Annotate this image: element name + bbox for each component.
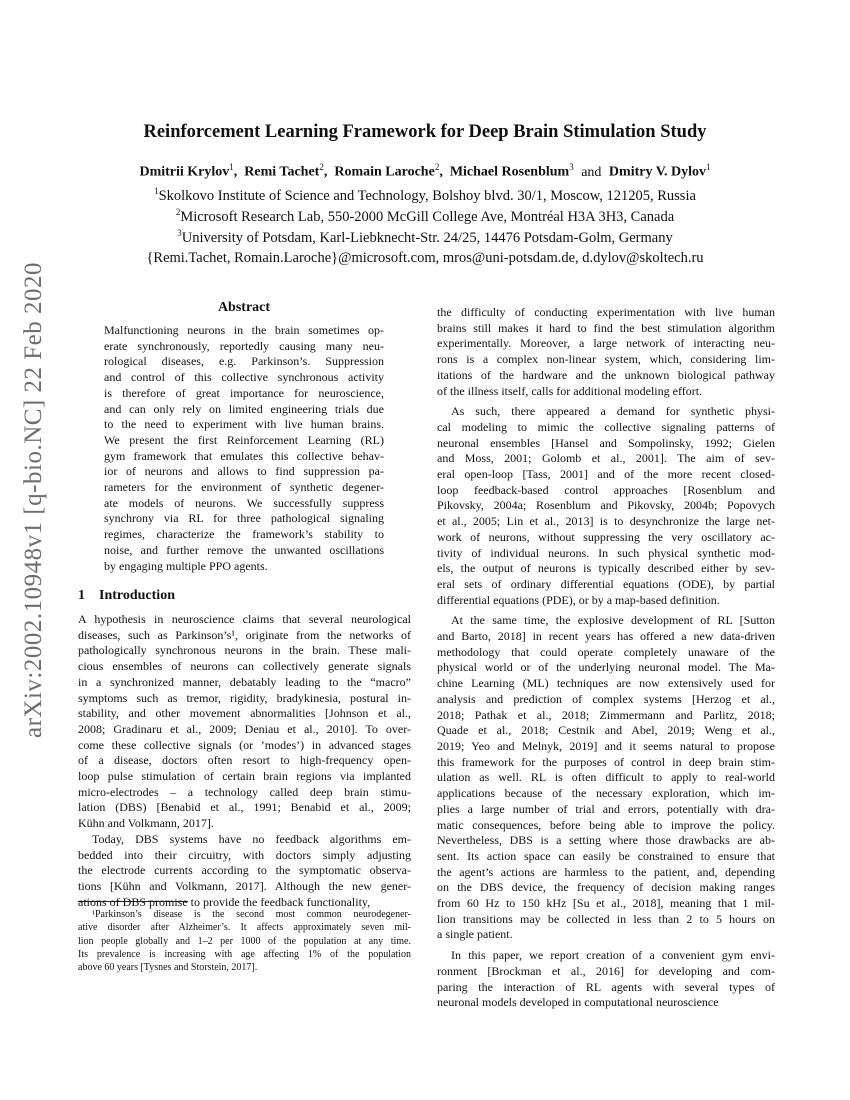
text-line: from 60 Hz to 150 kHz [Su et al., 2018], meaning that 1 mil- — [437, 896, 775, 911]
text-line: eral open-loop [Tass, 2001] and of the more recent closed- — [437, 467, 775, 482]
text-line: els, the output of neurons is typically described either by sev- — [437, 561, 775, 576]
text-line: diseases, such as Parkinson’s¹, originate from the networks of — [78, 627, 411, 642]
text-line: and Moss, 2001; Golomb et al., 2001]. The aim of sev- — [437, 451, 775, 466]
abstract-line: ior of neurons and allows to find suppression pa- — [104, 464, 384, 479]
paragraph — [437, 404, 775, 608]
footnote-divider — [78, 901, 188, 902]
text-line: A hypothesis in neuroscience claims that several neurological — [78, 612, 411, 626]
text-line: bedded into their circuitry, with doctors simply adjusting — [78, 847, 411, 862]
text-line: in a synchronized manner, debatably leading to the “macro” — [78, 674, 411, 689]
abstract-line: synchrony via RL for three pathological signaling — [104, 511, 384, 526]
text-line: of the illness itself, calls for additional modeling effort. — [437, 383, 703, 398]
right-column-body — [437, 305, 775, 1011]
introduction-body — [78, 612, 411, 910]
paragraph — [437, 613, 775, 943]
author-emails: {Remi.Tachet, Romain.Laroche}@microsoft.com, mros@uni-potsdam.de, d.dylov@skoltech.ru — [146, 250, 704, 266]
text-line: lation (DBS) [Benabid et al., 1991; Benabid et al., 2009; — [78, 800, 411, 815]
text-line: symptoms such as tremor, rigidity, bradykinesia, postural in- — [78, 690, 411, 705]
footnote-line: lion people globally and 1–2 per 1000 of the population at any time. — [78, 935, 411, 947]
arxiv-identifier-stamp — [12, 261, 56, 739]
paragraph — [437, 305, 775, 399]
paper-title: Reinforcement Learning Framework for Deep Brain Stimulation Study — [143, 122, 707, 142]
text-line: Quade et al., 2018; Cestnik and Abel, 2019; Weng et al., — [437, 723, 775, 738]
abstract-line: to the need to experiment with live human brains. — [104, 417, 384, 432]
text-line: the electrode currents according to the symptomatic observa- — [78, 863, 411, 878]
text-line: eral sets of ordinary differential equations (ODE), by partial — [437, 576, 775, 591]
abstract-line: ate models of neurons. We successfully suppress — [104, 495, 384, 510]
author-affiliation-mark: 2 — [434, 162, 440, 172]
text-line: and Barto, 2018] in recent years has offered a new data-driven — [437, 629, 775, 644]
affiliation-line — [0, 207, 850, 226]
text-line: experimentally. Moreover, a large network of interacting neu- — [437, 336, 775, 351]
abstract-line: noise, and further remove the unwanted oscillations — [104, 542, 384, 557]
affiliation-number: 2 — [175, 207, 181, 217]
text-line: paring the interaction of RL agents with several types of — [437, 979, 775, 994]
text-line: 2019; Yeo and Melnyk, 2019] and it seems natural to propose — [437, 738, 775, 753]
section-heading — [78, 588, 175, 604]
affiliation-text: Skolkovo Institute of Science and Technology, Bolshoy blvd. 30/1, Moscow, 121205, Russia — [158, 187, 696, 204]
text-line: a single patient. — [437, 927, 513, 942]
text-line: on the DBS device, the frequency of decision making ranges — [437, 880, 775, 895]
author-affiliation-mark: 3 — [569, 162, 574, 172]
footnote — [78, 908, 411, 974]
footnote-line: Its prevalence is increasing with age affecting 1% of the population — [78, 948, 411, 960]
text-line: Kühn and Volkmann, 2017]. — [78, 816, 214, 831]
text-line: itations of the hardware and the unknown biological pathway — [437, 367, 775, 382]
text-line: loop feedback-based control approaches [Rosenblum and — [437, 482, 775, 497]
text-line: ations of DBS promise to provide the feedback functionality, — [78, 894, 371, 909]
text-line: et al., 2005; Lin et al., 2013] is to desynchronize the large net- — [437, 514, 775, 529]
author-name: Dmitry V. Dylov — [608, 164, 707, 180]
text-line: this framework for the purposes of control in deep brain stim- — [437, 754, 775, 769]
section-number: 1 — [78, 588, 85, 603]
text-line: tions [Kühn and Volkmann, 2017]. Although the new gener- — [78, 878, 411, 893]
affiliation-number: 3 — [177, 228, 182, 238]
affiliation-line — [0, 228, 850, 247]
abstract-line: erate synchronously, reportedly causing many neu- — [104, 338, 384, 353]
text-line: the agent’s actions are harmless to the patient, and, depending — [437, 864, 775, 879]
text-line: applications because of the necessary exploration, which im- — [437, 786, 775, 801]
footnote-line: ative disorder after Alzheimer’s. It affects approximately seven mil- — [78, 922, 411, 934]
text-line: Nevertheless, DBS is a setting where those drawbacks are ab- — [437, 833, 775, 848]
text-line: In this paper, we report creation of a convenient gym envi- — [451, 948, 775, 963]
footnote-line: above 60 years [Tysnes and Storstein, 2017]. — [78, 962, 258, 974]
text-line: come these collective signals (or ’modes’) in advanced stages — [78, 737, 411, 752]
text-line: of a disease, doctors often resort to high-frequency open- — [78, 753, 411, 768]
abstract-line: rameters for the environment of synthetic degener- — [104, 480, 384, 495]
affiliation-line — [0, 186, 850, 205]
footnote-line: ¹Parkinson’s disease is the second most common neurodegener- — [92, 909, 411, 920]
text-line: pathologically synchronous neurons in the brain. These mali- — [78, 643, 411, 658]
author-name: Michael Rosenblum — [449, 164, 570, 180]
paragraph — [437, 948, 775, 1011]
text-line: 2018; Pathak et al., 2018; Zimmermann and Parlitz, 2018; — [437, 707, 775, 722]
text-line: physical world or of the underlying neuronal model. The Ma- — [437, 660, 775, 675]
author-conjunction: and — [581, 164, 602, 180]
author-name: Remi Tachet — [244, 164, 320, 180]
text-line: micro-electrodes – a technology called deep brain stimu- — [78, 784, 411, 799]
text-line: neuronal ensembles [Hansel and Sompolinsky, 1992; Gielen — [437, 435, 775, 450]
text-line: work of neurons, without suppressing the very oscillatory ac- — [437, 529, 775, 544]
text-line: sent. Its action space can easily be constrained to ensure that — [437, 848, 775, 863]
text-line: stability, and other movement abnormalities [Johnson et al., — [78, 706, 411, 721]
text-line: chine Learning (ML) techniques are now extensively used for — [437, 676, 775, 691]
text-line: loop pulse stimulation of certain brain regions via implanted — [78, 769, 411, 784]
text-line: methodology that could operate completely unaware of the — [437, 644, 775, 659]
affiliation-text: University of Potsdam, Karl-Liebknecht-Str. 24/25, 14476 Potsdam-Golm, Germany — [181, 229, 673, 246]
abstract-line: by engaging multiple PPO agents. — [104, 558, 268, 573]
abstract-line: regimes, characterize the framework’s stability to — [104, 527, 384, 542]
text-line: cal modeling to mimic the collective signaling patterns of — [437, 419, 775, 434]
text-line: ulation as well. RL is often difficult to apply to real-world — [437, 770, 775, 785]
text-line: the difficulty of conducting experimentation with live human — [437, 305, 775, 319]
text-line: analysis and prediction of complex systems [Herzog et al., — [437, 691, 775, 706]
text-line: neuronal models developed in computational neuroscience — [437, 995, 719, 1010]
abstract-line: gym framework that emulates this collective behav- — [104, 448, 384, 463]
text-line: As such, there appeared a demand for synthetic physi- — [451, 404, 775, 419]
abstract-body — [104, 323, 384, 574]
abstract-line: and can only rely on limited engineering trials due — [104, 401, 384, 416]
text-line: brains still makes it hard to find the best stimulation algorithm — [437, 320, 775, 335]
affiliation-text: Microsoft Research Lab, 550-2000 McGill College Ave, Montréal H3A 3H3, Canada — [180, 208, 675, 225]
text-line: Today, DBS systems have no feedback algorithms em- — [92, 831, 411, 846]
abstract-line: is therefore of great importance for neuroscience, — [104, 385, 384, 400]
abstract-line: and control of this collective synchronous activity — [104, 370, 384, 385]
affiliation-number: 1 — [154, 186, 159, 196]
author-name: Romain Laroche — [334, 164, 435, 180]
text-line: ronment [Brockman et al., 2016] for developing and com- — [437, 963, 775, 978]
author-affiliation-mark: 2 — [319, 162, 324, 172]
author-affiliation-mark: 1 — [706, 162, 711, 172]
author-affiliation-mark: 1 — [229, 162, 234, 172]
text-line: 2008; Gradinaru et al., 2009; Deniau et al., 2010]. To over- — [78, 721, 411, 736]
abstract-line: We present the first Reinforcement Learning (RL) — [104, 432, 384, 447]
text-line: tivity of individual neurons. In such physical synthetic mod- — [437, 545, 775, 560]
abstract-line: Malfunctioning neurons in the brain sometimes op- — [104, 323, 384, 337]
text-line: At the same time, the explosive development of RL [Sutton — [451, 613, 775, 628]
text-line: rons is a complex non-linear system, which, considering lim- — [437, 352, 775, 367]
paragraph — [78, 612, 411, 832]
text-line: differential equations (PDE), or by a map-based definition. — [437, 592, 720, 607]
abstract-heading: Abstract — [217, 300, 271, 315]
abstract-line: rological diseases, e.g. Parkinson’s. Suppression — [104, 354, 384, 369]
section-title: Introduction — [99, 588, 175, 603]
text-line: lion transitions may be collected in less than 2 to 5 hours on — [437, 911, 775, 926]
text-line: matic consequences, before being able to improve the policy. — [437, 817, 775, 832]
text-line: cious ensembles of neurons can collectively generate signals — [78, 659, 411, 674]
author-list: Dmitrii Krylov$^1$, Remi Tachet$^2$, Romain Laroche$^2$, Michael Rosenblum$^3$ and Dmitry V. Dylov$^1$ — [139, 162, 711, 180]
text-line: Pikovsky, 2004a; Rosenblum and Pikovsky, 2004b; Popovych — [437, 498, 775, 513]
author-name: Dmitrii Krylov — [139, 164, 230, 180]
text-line: plies a large number of trial and errors, potentially with dra- — [437, 801, 775, 816]
arxiv-id-text: arXiv:2002.10948v1 [q-bio.NC] 22 Feb 2020 — [20, 261, 47, 739]
paragraph — [78, 832, 411, 911]
